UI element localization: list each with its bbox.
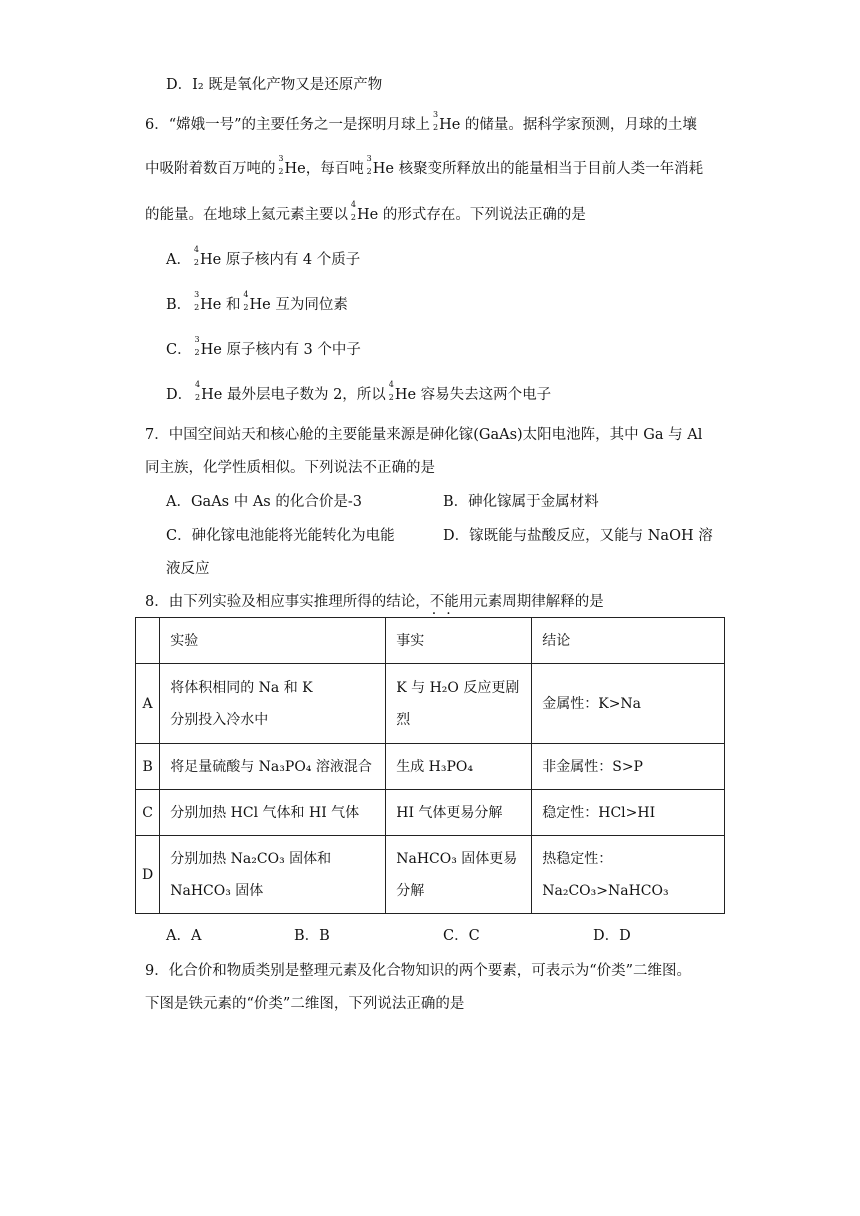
row-label: C	[136, 790, 160, 836]
q7-option-d-line1: D．镓既能与盐酸反应，又能与 NaOH 溶	[443, 528, 713, 544]
q7-option-b: B．砷化镓属于金属材料	[443, 494, 599, 510]
q7-stem-line2: 同主族，化学性质相似。下列说法不正确的是	[145, 460, 435, 476]
he3-isotope: 3 2	[194, 334, 200, 357]
table-cell: 分别加热 Na₂CO₃ 固体和 NaHCO₃ 固体	[160, 836, 386, 914]
table-cell: 生成 H₃PO₄	[386, 744, 532, 790]
table-cell: 将足量硫酸与 Na₃PO₄ 溶液混合	[160, 744, 386, 790]
table-row	[136, 744, 725, 790]
table-cell: K 与 H₂O 反应更剧 烈	[386, 664, 532, 744]
table-row	[136, 836, 725, 914]
experiment-table	[135, 617, 725, 914]
he4-isotope: 4 2	[193, 244, 199, 267]
q6-option-b: B． 3 2 He 和 4 2 He 互为同位素	[166, 289, 348, 313]
table-cell: HI 气体更易分解	[386, 790, 532, 836]
q9-stem-line1: 9．化合价和物质类别是整理元素及化合物知识的两个要素，可表示为“价类”二维图。	[145, 963, 692, 979]
table-cell: 分别加热 HCl 气体和 HI 气体	[160, 790, 386, 836]
table-cell: 热稳定性： Na₂CO₃>NaHCO₃	[532, 836, 725, 914]
table-row	[136, 790, 725, 836]
table-header: 事实	[386, 618, 532, 664]
table-cell: 金属性：K>Na	[532, 664, 725, 744]
table-cell: 将体积相同的 Na 和 K 分别投入冷水中	[160, 664, 386, 744]
he4-isotope: 4 2	[350, 199, 356, 222]
row-label: A	[136, 664, 160, 744]
he4-isotope: 4 2	[195, 379, 201, 402]
q6-stem-line1: 6．“嫦娥一号”的主要任务之一是探明月球上 3 2 He 的储量。据科学家预测，月球的土壤	[145, 109, 697, 133]
table-cell: 非金属性：S>P	[532, 744, 725, 790]
q7-option-d-line2: 液反应	[166, 561, 210, 577]
table-header-blank	[136, 618, 160, 664]
he4-isotope: 4 2	[388, 379, 394, 402]
q8-option-d: D．D	[593, 928, 631, 944]
emphasis-dot-text: 不	[429, 594, 445, 610]
table-header-row	[136, 618, 725, 664]
q7-option-a: A．GaAs 中 As 的化合价是-3	[166, 494, 362, 510]
row-label: B	[136, 744, 160, 790]
table-row	[136, 664, 725, 744]
table-cell: 稳定性：HCl>HI	[532, 790, 725, 836]
he3-isotope: 3 2	[432, 109, 439, 132]
table-header: 结论	[532, 618, 725, 664]
he4-isotope: 4 2	[243, 289, 249, 312]
q8-option-b: B．B	[294, 928, 330, 944]
he3-isotope: 3 2	[194, 289, 200, 312]
he3-isotope: 3 2	[278, 153, 284, 176]
q8-option-c: C．C	[443, 928, 480, 944]
q6-stem-line3: 的能量。在地球上氦元素主要以 4 2 He 的形式存在。下列说法正确的是	[145, 199, 586, 223]
q6-stem-line2: 中吸附着数百万吨的 3 2 He，每百吨 3 2 He 核聚变所释放出的能量相当于目前人类一年消耗	[145, 153, 704, 177]
he3-isotope: 3 2	[366, 153, 372, 176]
row-label: D	[136, 836, 160, 914]
q8-stem: 8．由下列实验及相应事实推理所得的结论，不能用元素周期律解释的是	[145, 594, 604, 610]
q7-option-c: C．砷化镓电池能将光能转化为电能	[166, 528, 395, 544]
q7-stem-line1: 7．中国空间站天和核心舱的主要能量来源是砷化镓(GaAs)太阳电池阵，其中 Ga 与 Al	[145, 427, 703, 443]
q5-option-d: D．I₂ 既是氧化产物又是还原产物	[166, 77, 383, 93]
q6-option-a: A． 4 2 He 原子核内有 4 个质子	[166, 244, 361, 268]
q6-option-d: D． 4 2 He 最外层电子数为 2，所以 4 2 He 容易失去这两个电子	[166, 379, 552, 403]
table-header: 实验	[160, 618, 386, 664]
q8-option-a: A．A	[166, 928, 202, 944]
emphasis-dot-text: 能	[444, 594, 459, 610]
q9-stem-line2: 下图是铁元素的“价类”二维图，下列说法正确的是	[145, 996, 465, 1012]
q6-option-c: C． 3 2 He 原子核内有 3 个中子	[166, 334, 361, 358]
table-cell: NaHCO₃ 固体更易 分解	[386, 836, 532, 914]
